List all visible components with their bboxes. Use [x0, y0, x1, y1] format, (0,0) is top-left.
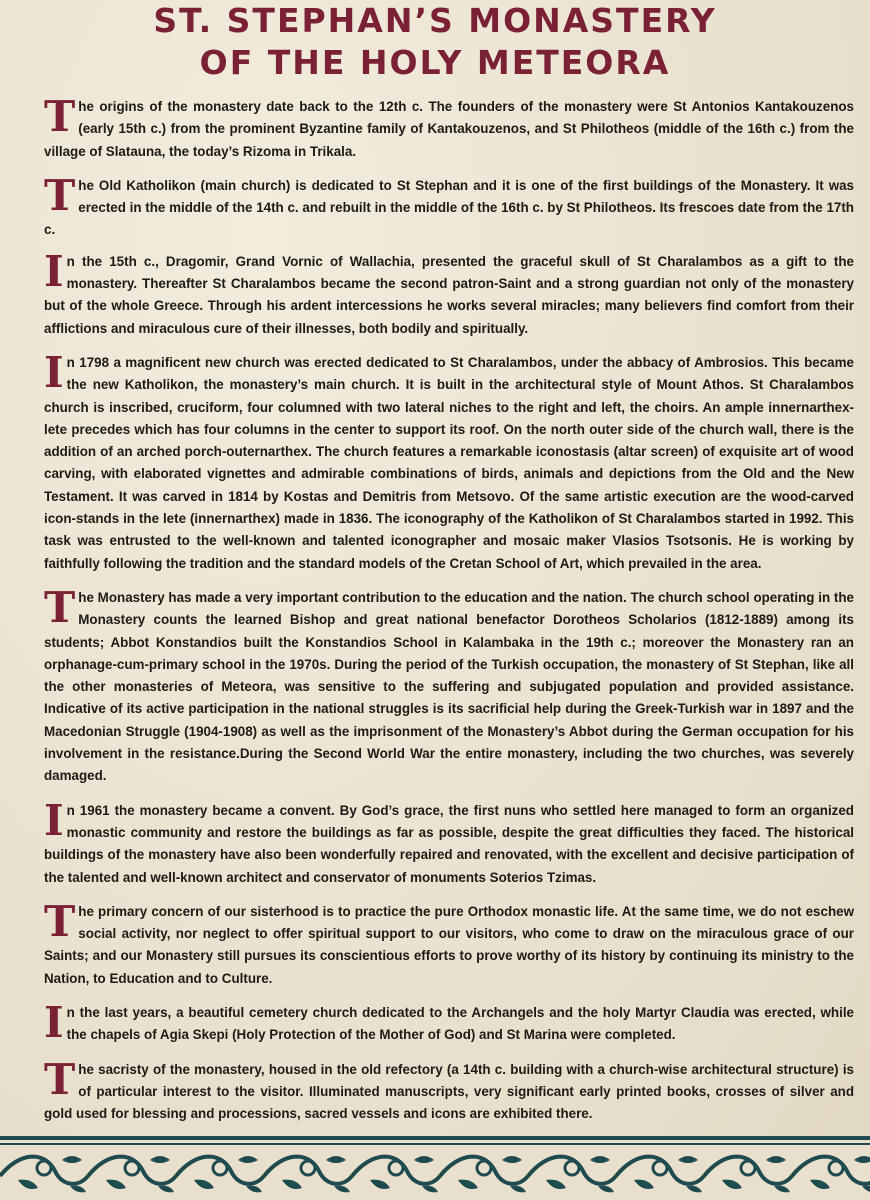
paragraph-sacristy	[44, 1054, 854, 1126]
paragraph-cemetery-church	[44, 997, 854, 1047]
drop-cap: T	[44, 92, 76, 141]
drop-cap: T	[44, 896, 76, 946]
paragraph-text: n the 15th c., Dragomir, Grand Vornic of Wallachia, presented the graceful skull of St Charalambos as a gift to the monastery. Thereafter St Charalambos became the second patron-Saint and a strong guardian not only of the monastery but of the whole Greece. Through his ardent intercessions he works several miracles; many believers find comfort from their afflictions and miraculous cure of their illnesses, both bodily and spiritually.	[44, 253, 854, 336]
border-rule	[0, 1136, 870, 1140]
scroll-vine-ornament	[0, 1146, 870, 1200]
drop-cap: I	[44, 795, 64, 845]
paragraph-text: he Monastery has made a very important contribution to the education and the nation. The church school operating in the Monastery counts the learned Bishop and great national benefactor Dorotheos Scholarios (1812-1889) among its students; Abbot Konstandios built the Konstandios School in Kalambaka in the 19th c.; moreover the Monastery ran an orphanage-cum-primary school in the 1970s. During the period of the Turkish occupation, the monastery of St Stephan, like all the other monasteries of Meteora, was sensitive to the suffering and subjugated population and provided assistance. Indicative of its active participation in the national struggles is its sacrificial help during the Greek-Turkish war in 1897 and the Macedonian Struggle (1904-1908) as well as the imprisonment of the Monastery’s Abbot during the German occupation for his involvement in the resistance.During the Second World War the entire monastery, including the two churches, was severely damaged.	[44, 589, 854, 784]
paragraph-education	[44, 582, 854, 788]
paragraph-origins	[44, 92, 854, 163]
paragraph-text: he origins of the monastery date back to the 12th c. The founders of the monastery were St Antonios Kantakouzenos (early 15th c.) from the prominent Byzantine family of Kantakouzenos, and St Philotheos (middle of the 16th c.) from the village of Slatauna, the today’s Rizoma in Trikala.	[44, 99, 854, 159]
paragraph-convent	[44, 795, 854, 889]
paragraph-text: he primary concern of our sisterhood is to practice the pure Orthodox monastic life. At the same time, we do not eschew social activity, nor neglect to offer spiritual support to our visitors, who come to draw on the miraculous grace of our Saints; and our Monastery still pursues its conscientious efforts to prove worthy of its history by continuing its ministry to the Nation, to Education and to Culture.	[44, 903, 854, 986]
border-rule	[0, 1143, 870, 1145]
paragraph-new-church	[44, 347, 854, 575]
paragraph-text: n 1798 a magnificent new church was erected dedicated to St Charalambos, under the abbacy of Ambrosios. This became the new Katholikon, the monastery’s main church. It is built in the architectural style of Mount Athos. St Charalambos church is inscribed, cruciform, four columned with two lateral niches to the right and left, the choirs. An ample innernarthex-lete precedes which has four columns in the center to support its roof. On the north outer side of the church wall, there is the addition of an arched porch-outernarthex. The church features a remarkable iconostasis (altar screen) of exquisite art of wood carving, with elaborated vignettes and admirable combinations of birds, animals and depictions from the Old and the New Testament. It was carved in 1814 by Kostas and Demitris from Metsovo. Of the same artistic execution are the wood-carved icon-stands in the lete (innernarthex) made in 1836. The iconography of the Katholikon of St Charalambos started in 1992. This task was entrusted to the well-known and talented iconographer and mosaic maker Vlasios Tsotsonis. He is working by faithfully following the tradition and the standard models of the Cretan School of Art, which prevailed in the area.	[44, 354, 854, 571]
drop-cap: T	[44, 170, 76, 220]
paragraph-text: n 1961 the monastery became a convent. By God’s grace, the first nuns who settled here managed to form an organized monastic community and restore the buildings as far as possible, despite the great difficulties they faced. The historical buildings of the monastery have also been wonderfully repaired and renovated, with the excellent and decisive participation of the talented and well-known architect and conservator of monuments Soterios Tzimas.	[44, 802, 854, 885]
ornamental-border	[0, 1136, 870, 1200]
drop-cap: I	[44, 347, 64, 397]
paragraph-text: n the last years, a beautiful cemetery church dedicated to the Archangels and the holy Martyr Claudia was erected, while the chapels of Agia Skepi (Holy Protection of the Mother of God) and St Marina were completed.	[66, 1004, 854, 1043]
drop-cap: I	[44, 997, 64, 1047]
paragraph-charalambos-skull	[44, 246, 854, 340]
paragraph-sisterhood	[44, 896, 854, 990]
paragraph-old-katholikon	[44, 170, 854, 242]
drop-cap: T	[44, 1054, 76, 1104]
title-line-2: OF THE HOLY METEORA	[199, 43, 671, 82]
body-text	[44, 92, 854, 1137]
title-line-1: ST. STEPHAN’S MONASTERY	[153, 1, 717, 40]
paragraph-text: he sacristy of the monastery, housed in the old refectory (a 14th c. building with a church-wise architectural structure) is of particular interest to the visitor. Illuminated manuscripts, very significant early printed books, crosses of silver and gold used for blessing and processions, sacred vessels and icons are exhibited there.	[44, 1061, 854, 1122]
paragraph-text: he Old Katholikon (main church) is dedicated to St Stephan and it is one of the first buildings of the Monastery. It was erected in the middle of the 14th c. and rebuilt in the middle of the 16th c. by St Philotheos. Its frescoes date from the 17th c.	[44, 177, 854, 238]
drop-cap: T	[44, 582, 76, 632]
drop-cap: I	[44, 246, 64, 296]
